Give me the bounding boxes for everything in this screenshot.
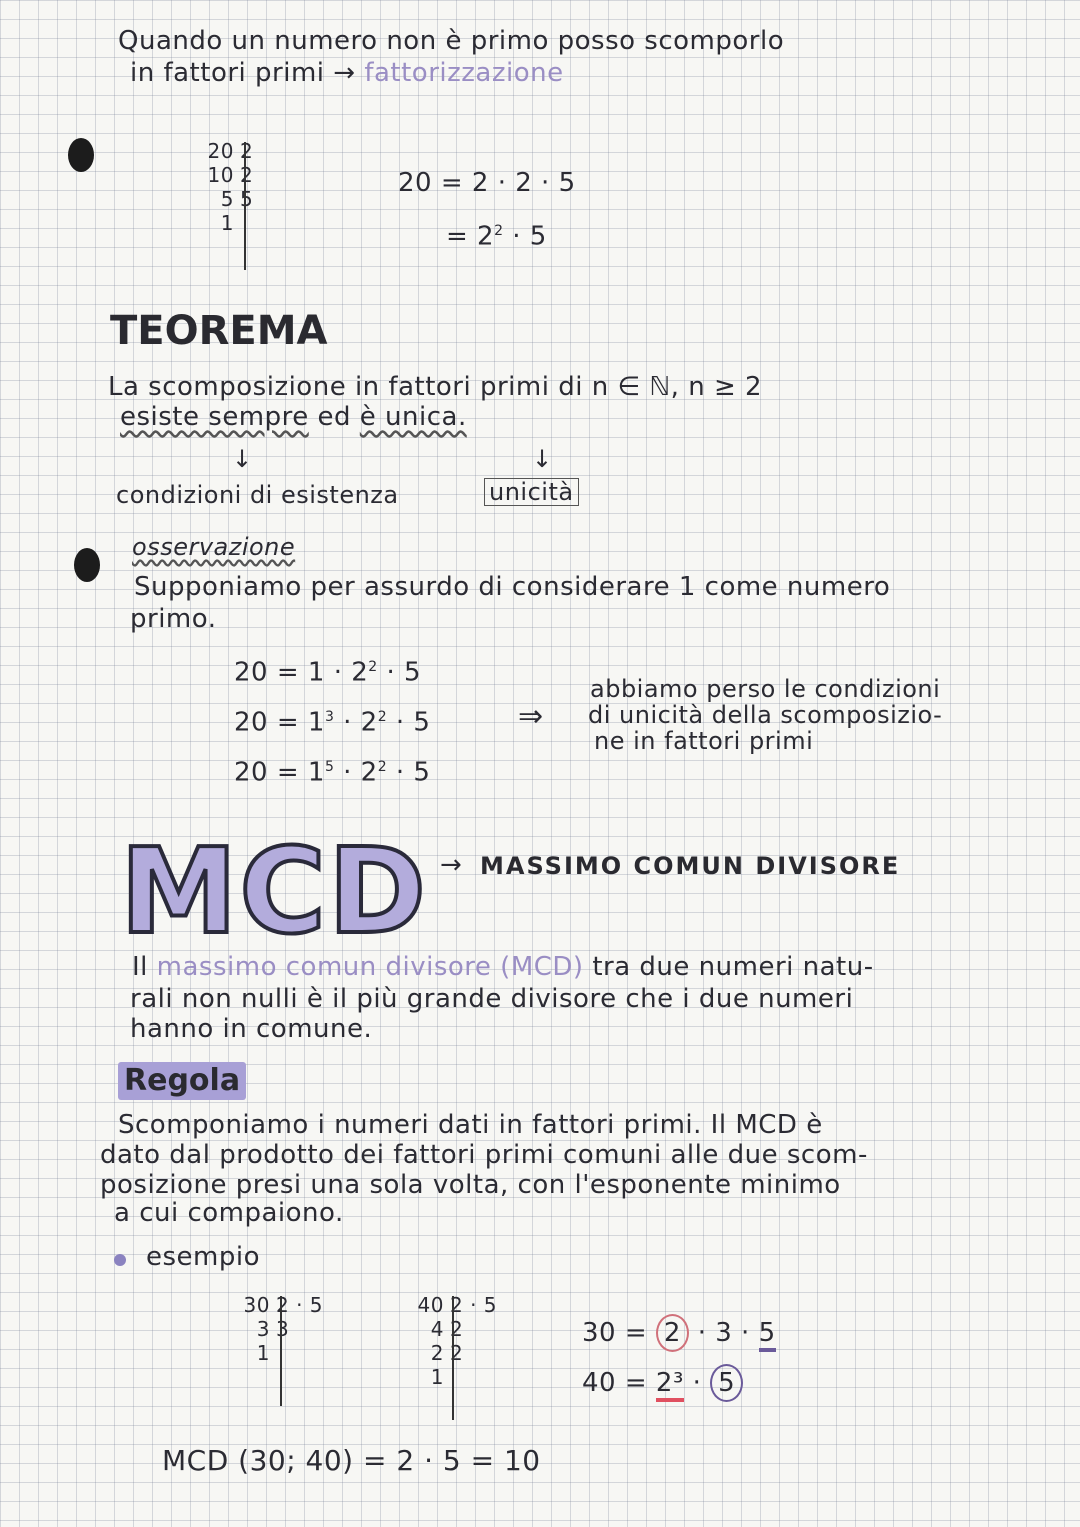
common-factor-5: 5 xyxy=(759,1318,776,1352)
intro-line-1: Quando un numero non è primo posso scomporlo xyxy=(118,26,785,56)
factor-divisor: 5 xyxy=(240,187,254,211)
definition-line-1 xyxy=(132,952,874,982)
obs-eq-1-lhs: 20 = 1 · 2 xyxy=(234,657,369,688)
mcd-title: MCD xyxy=(120,822,428,960)
factor-table-40 xyxy=(406,1294,520,1388)
factor-divisor: 2 · 5 xyxy=(450,1293,498,1317)
example-label: esempio xyxy=(146,1242,260,1272)
arrow-down-icon: ↓ xyxy=(532,445,553,473)
obs-eq-2-rhs: · 5 xyxy=(387,707,431,738)
factor-table-40-divider xyxy=(452,1296,454,1420)
factor-dividend: 1 xyxy=(256,1341,270,1365)
factor-2-cubed: 2³ xyxy=(656,1368,684,1402)
definition-abbr: (MCD) xyxy=(500,952,584,982)
definition-article: Il xyxy=(132,952,148,982)
obs-eq-2-mid: · 2 xyxy=(334,707,378,738)
exists-always: esiste sempre xyxy=(120,402,309,432)
intro-line-2 xyxy=(130,58,564,88)
observation-label: osservazione xyxy=(132,533,296,561)
observation-line-2: primo. xyxy=(130,604,217,634)
factor-table-20 xyxy=(198,140,270,234)
factor-divisor: 2 xyxy=(450,1341,464,1365)
obs-eq-2-exp1: 3 xyxy=(324,709,335,725)
factor-5-circled: 5 xyxy=(710,1364,743,1402)
factor-divisor: 2 xyxy=(240,163,254,187)
theorem-line-1: La scomposizione in fattori primi di n ∈ ℕ, n ≥ 2 xyxy=(108,372,763,402)
intro-line-2-text: in fattori primi → xyxy=(130,58,356,88)
factor-table-divider xyxy=(244,142,246,270)
bullet-icon xyxy=(114,1254,126,1266)
definition-line-2: rali non nulli è il più grande divisore che i due numeri xyxy=(130,984,854,1014)
uniqueness-box: unicità xyxy=(484,478,579,506)
factor-dividend: 20 xyxy=(207,139,234,163)
obs-eq-2-lhs: 20 = 1 xyxy=(234,707,325,738)
theorem-title: TEOREMA xyxy=(110,308,328,354)
obs-eq-1-exp: 2 xyxy=(368,659,378,675)
obs-eq-2-exp2: 2 xyxy=(377,709,388,725)
existence-conditions: condizioni di esistenza xyxy=(116,481,399,509)
factor-divisor xyxy=(450,1366,520,1388)
factor-dividend: 1 xyxy=(220,211,234,235)
obs-eq-3-exp2: 2 xyxy=(377,759,388,775)
obs-eq-3-rhs: · 5 xyxy=(387,757,431,788)
obs-eq-3-exp1: 5 xyxy=(324,759,335,775)
observation-line-1: Supponiamo per assurdo di considerare 1 come numero xyxy=(134,572,891,602)
factor-eq-2-rest: · 5 xyxy=(503,221,547,252)
implies-icon: ⇒ xyxy=(518,699,544,734)
theorem-connector: ed xyxy=(308,402,360,432)
theorem-line-2 xyxy=(120,402,467,432)
factor-dividend: 4 xyxy=(430,1317,444,1341)
is-unique: è unica. xyxy=(359,402,467,432)
observation-eq-3 xyxy=(234,752,430,788)
factorization-term: fattorizzazione xyxy=(364,58,564,88)
factor-dividend: 30 xyxy=(243,1293,270,1317)
conclusion-line-3: ne in fattori primi xyxy=(594,727,814,755)
factorization-40 xyxy=(582,1364,743,1402)
definition-rest: tra due numeri natu- xyxy=(583,952,874,982)
factor-dividend: 1 xyxy=(430,1365,444,1389)
f30-lhs: 30 = xyxy=(582,1318,648,1348)
rule-line-3: posizione presi una sola volta, con l'esponente minimo xyxy=(100,1170,841,1200)
f40-lhs: 40 = xyxy=(582,1368,648,1398)
obs-eq-1-rhs: · 5 xyxy=(377,657,422,688)
obs-eq-3-lhs: 20 = 1 xyxy=(234,757,325,788)
factor-dividend: 10 xyxy=(207,163,234,187)
factor-eq-2 xyxy=(446,216,547,252)
conclusion-line-2: di unicità della scomposizio- xyxy=(588,701,943,729)
punch-hole-middle xyxy=(74,548,100,582)
observation-eq-1 xyxy=(234,652,421,688)
factor-eq-2-exponent: 2 xyxy=(494,223,504,239)
mcd-result: MCD (30; 40) = 2 · 5 = 10 xyxy=(162,1444,541,1477)
factor-divisor xyxy=(276,1342,346,1364)
f30-mid: · 3 · xyxy=(697,1318,750,1348)
factor-divisor: 2 xyxy=(450,1317,464,1341)
definition-term: massimo comun divisore xyxy=(156,952,492,982)
factor-eq-1: 20 = 2 · 2 · 5 xyxy=(398,168,576,198)
factor-dividend: 5 xyxy=(220,187,234,211)
punch-hole-top xyxy=(68,138,94,172)
obs-eq-3-mid: · 2 xyxy=(334,757,378,788)
arrow-down-icon: ↓ xyxy=(232,445,253,473)
factor-table-30-divider xyxy=(280,1296,282,1406)
factor-dividend: 3 xyxy=(256,1317,270,1341)
rule-line-1: Scomponiamo i numeri dati in fattori primi. Il MCD è xyxy=(118,1110,823,1140)
factor-divisor: 2 · 5 xyxy=(276,1293,324,1317)
definition-line-3: hanno in comune. xyxy=(130,1014,373,1044)
common-factor-2: 2 xyxy=(656,1314,689,1352)
conclusion-line-1: abbiamo perso le condizioni xyxy=(590,675,941,703)
observation-eq-2 xyxy=(234,702,430,738)
factor-dividend: 40 xyxy=(417,1293,444,1317)
arrow-right-icon: → xyxy=(440,850,463,880)
mcd-subtitle: MASSIMO COMUN DIVISORE xyxy=(480,852,901,880)
rule-line-2: dato dal prodotto dei fattori primi comuni alle due scom- xyxy=(100,1140,868,1170)
rule-label: Regola xyxy=(118,1062,246,1100)
factor-dividend: 2 xyxy=(430,1341,444,1365)
factor-divisor: 3 xyxy=(276,1317,290,1341)
factor-table-30 xyxy=(232,1294,346,1364)
f40-mid: · xyxy=(692,1368,702,1398)
factor-divisor: 2 xyxy=(240,139,254,163)
factor-eq-2-base: = 2 xyxy=(446,221,495,252)
rule-line-4: a cui compaiono. xyxy=(114,1198,344,1228)
factorization-30 xyxy=(582,1314,776,1352)
